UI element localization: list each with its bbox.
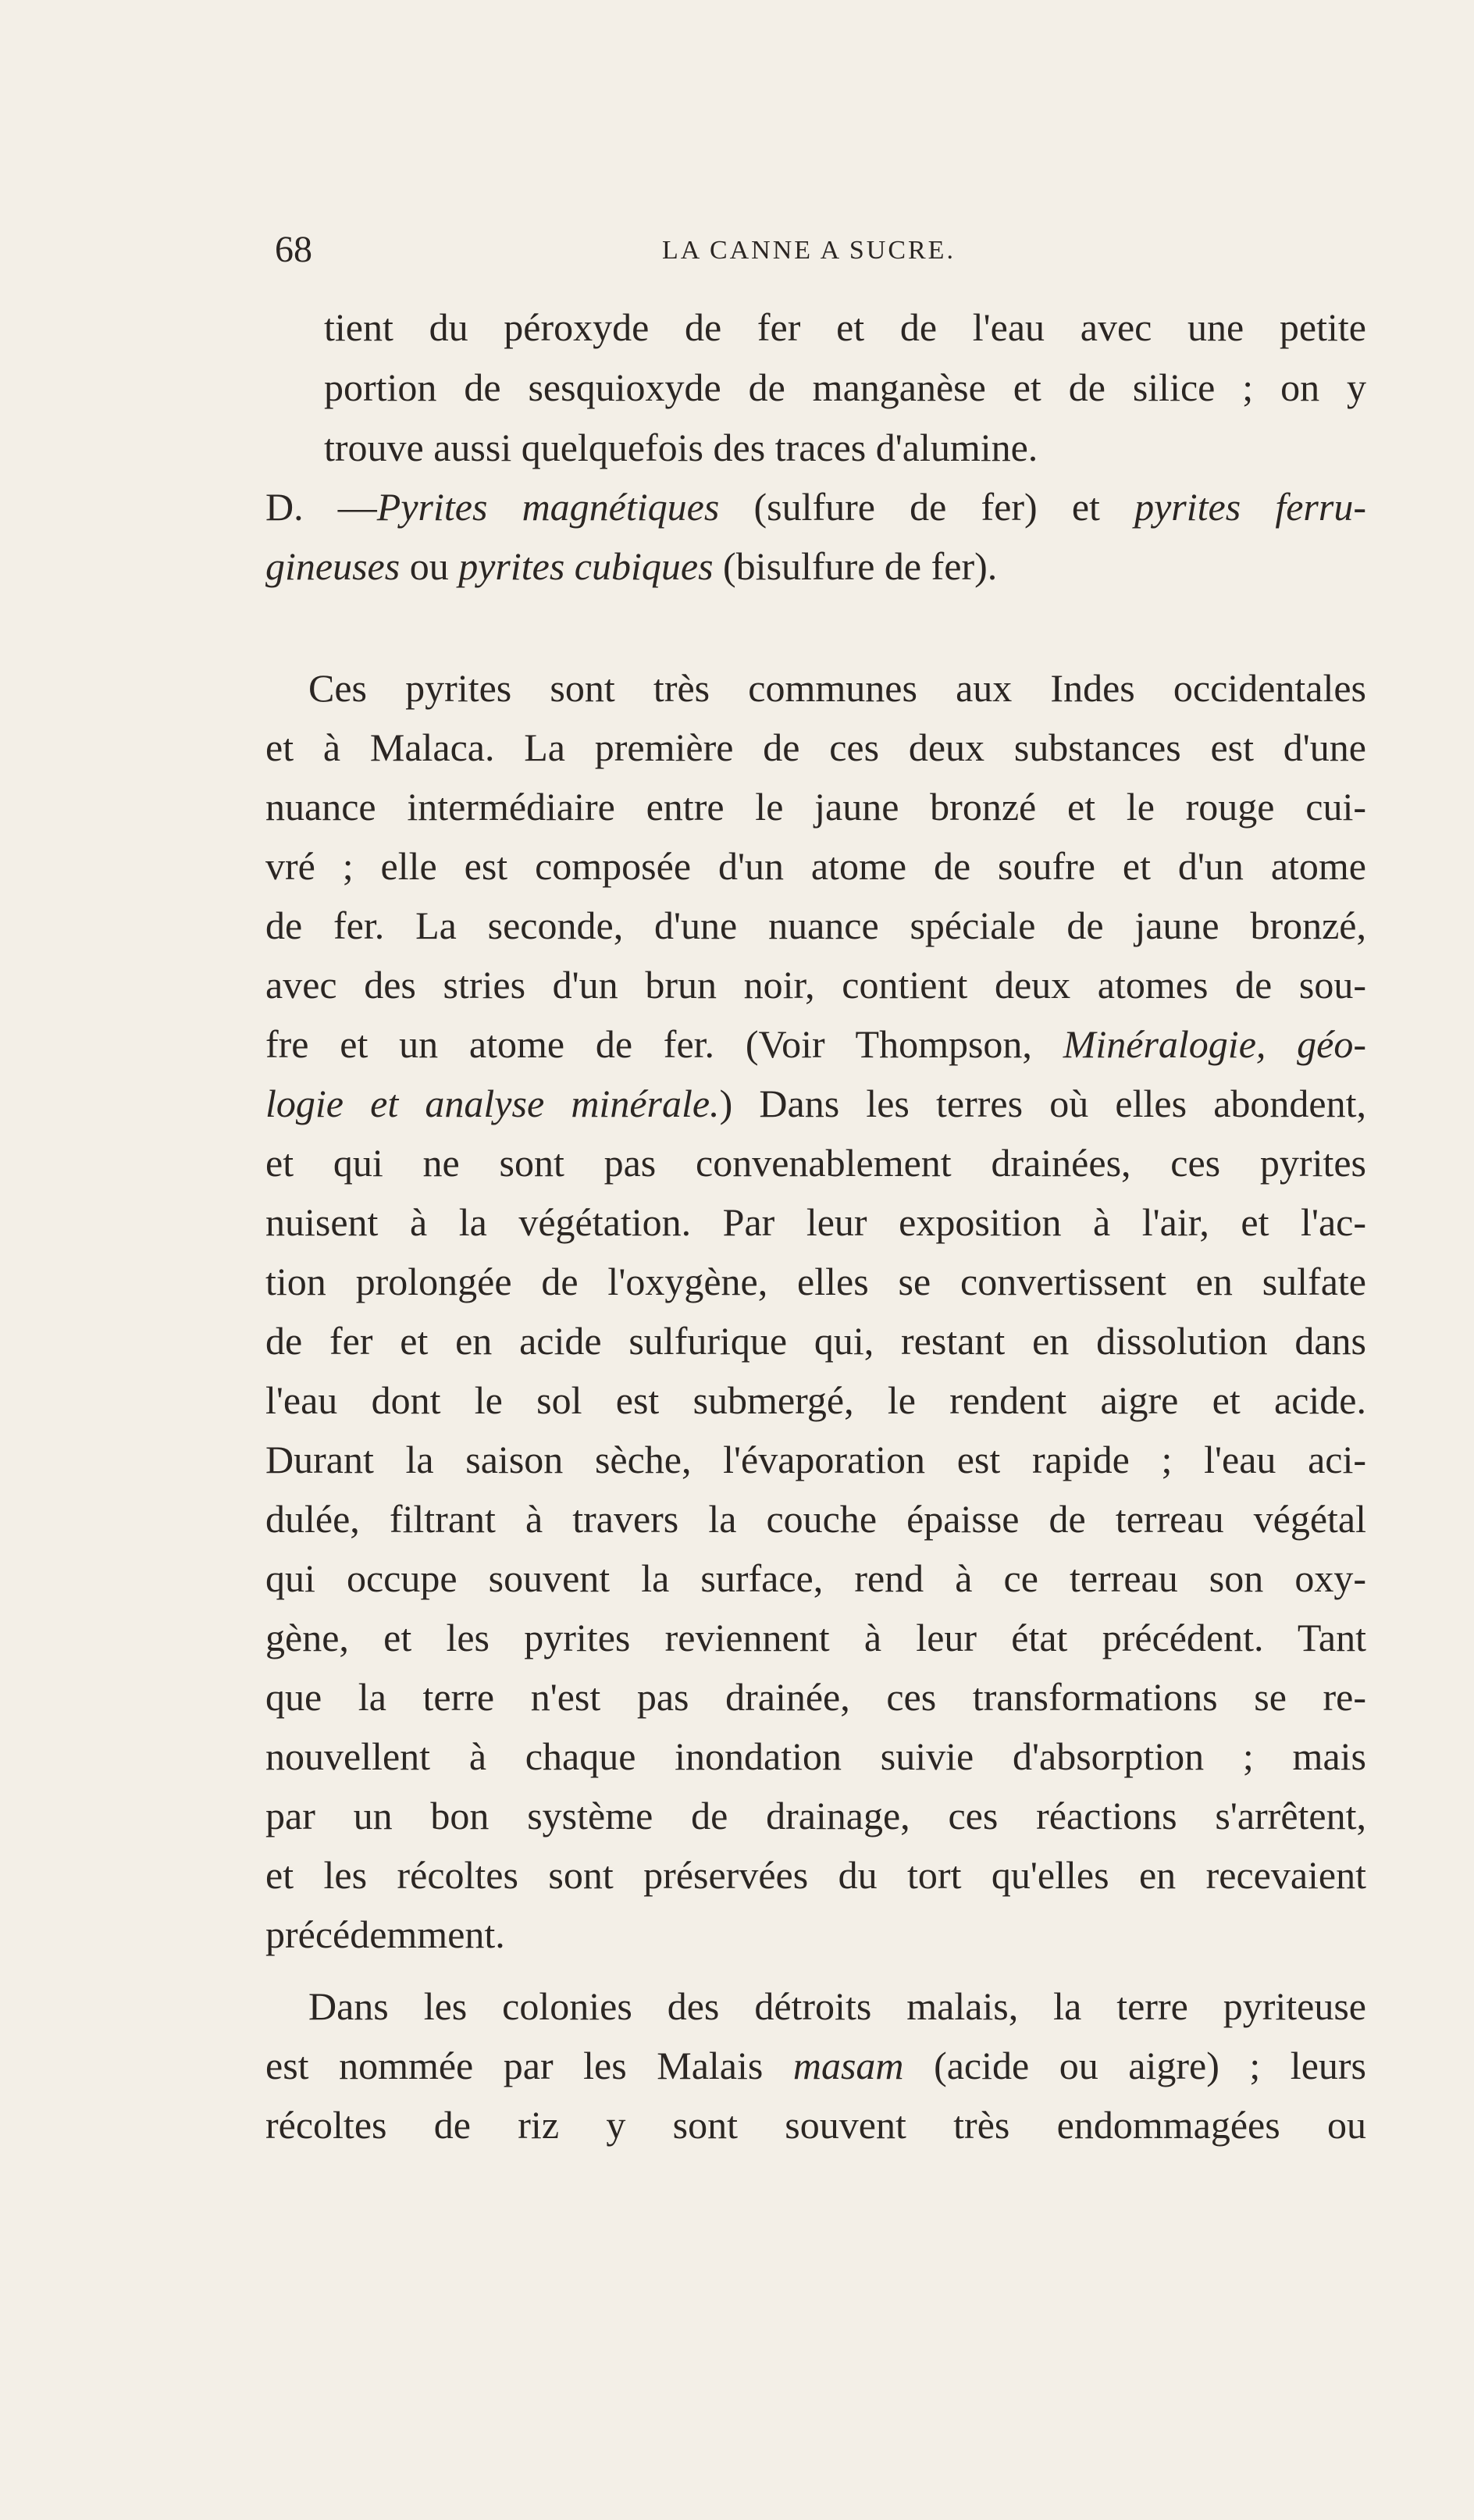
term-pyrites-magnetiques: Pyrites magnétiques xyxy=(376,485,720,529)
text-line: Dans les colonies des détroits malais, la terre pyriteuse xyxy=(308,1984,1366,2028)
text-line: précédemment. xyxy=(265,1912,505,1956)
text-line xyxy=(265,2043,1366,2088)
running-title: LA CANNE A SUCRE. xyxy=(662,236,956,265)
text-line: portion de sesquioxyde de manganèse et de silice ; on y xyxy=(324,365,1366,409)
text-span: (acide ou aigre) ; leurs xyxy=(903,2044,1366,2087)
text-line: nuance intermédiaire entre le jaune bronzé et le rouge cui- xyxy=(265,785,1366,829)
italic-word: masam xyxy=(792,2044,904,2087)
text-line xyxy=(265,544,1366,589)
text-line: tient du péroxyde de fer et de l'eau avec une petite xyxy=(324,305,1366,349)
term-pyrites-cubiques: pyrites cubiques xyxy=(458,544,714,588)
term-pyrites-ferrugineuses: pyrites ferru- xyxy=(1134,485,1366,529)
term-description: (sulfure de fer) et xyxy=(719,485,1135,529)
text-line: tion prolongée de l'oxygène, elles se convertissent en sulfate xyxy=(265,1260,1366,1303)
term-description: (bisulfure de fer). xyxy=(713,544,998,588)
text-span: fre et un atome de fer. (Voir Thompson, xyxy=(265,1022,1063,1066)
text-line: nouvellent à chaque inondation suivie d'absorption ; mais xyxy=(265,1734,1366,1778)
text-line: et à Malaca. La première de ces deux substances est d'une xyxy=(265,725,1366,769)
text-line: récoltes de riz y sont souvent très endommagées ou xyxy=(265,2103,1366,2147)
text-span: ) Dans les terres où elles abondent, xyxy=(719,1082,1367,1125)
text-line: nuisent à la végétation. Par leur exposition à l'air, et l'ac- xyxy=(265,1200,1366,1244)
text-line: Ces pyrites sont très communes aux Indes occidentales xyxy=(308,666,1366,710)
text-line: et qui ne sont pas convenablement drainées, ces pyrites xyxy=(265,1141,1366,1185)
text-line: vré ; elle est composée d'un atome de soufre et d'un atome xyxy=(265,844,1366,888)
text-line: dulée, filtrant à travers la couche épaisse de terreau végétal xyxy=(265,1497,1366,1541)
text-line: avec des stries d'un brun noir, contient deux atomes de sou- xyxy=(265,963,1366,1007)
text-line: Durant la saison sèche, l'évaporation est rapide ; l'eau aci- xyxy=(265,1438,1366,1481)
page-number: 68 xyxy=(275,229,312,270)
text-line: l'eau dont le sol est submergé, le rendent aigre et acide. xyxy=(265,1378,1366,1422)
text-line: par un bon système de drainage, ces réactions s'arrêtent, xyxy=(265,1794,1366,1837)
term-continuation: gineuses xyxy=(265,544,401,588)
text-line xyxy=(265,1081,1366,1126)
text-line: trouve aussi quelquefois des traces d'alumine. xyxy=(324,426,1038,469)
item-letter: D. — xyxy=(265,485,377,529)
text-line: de fer et en acide sulfurique qui, restant en dissolution dans xyxy=(265,1319,1366,1363)
text-line: qui occupe souvent la surface, rend à ce terreau son oxy- xyxy=(265,1556,1366,1600)
text-line: de fer. La seconde, d'une nuance spéciale de jaune bronzé, xyxy=(265,904,1366,947)
italic-title: logie et analyse minérale. xyxy=(265,1082,720,1125)
page-header xyxy=(275,228,1368,275)
text-span: est nommée par les Malais xyxy=(265,2044,793,2087)
italic-title: Minéralogie, géo- xyxy=(1063,1022,1367,1066)
connector-text: ou xyxy=(400,544,459,588)
text-line xyxy=(265,1021,1366,1067)
text-line xyxy=(265,484,1366,529)
text-line: que la terre n'est pas drainée, ces transformations se re- xyxy=(265,1675,1366,1719)
text-line: et les récoltes sont préservées du tort qu'elles en recevaient xyxy=(265,1853,1366,1897)
text-line: gène, et les pyrites reviennent à leur état précédent. Tant xyxy=(265,1616,1366,1659)
